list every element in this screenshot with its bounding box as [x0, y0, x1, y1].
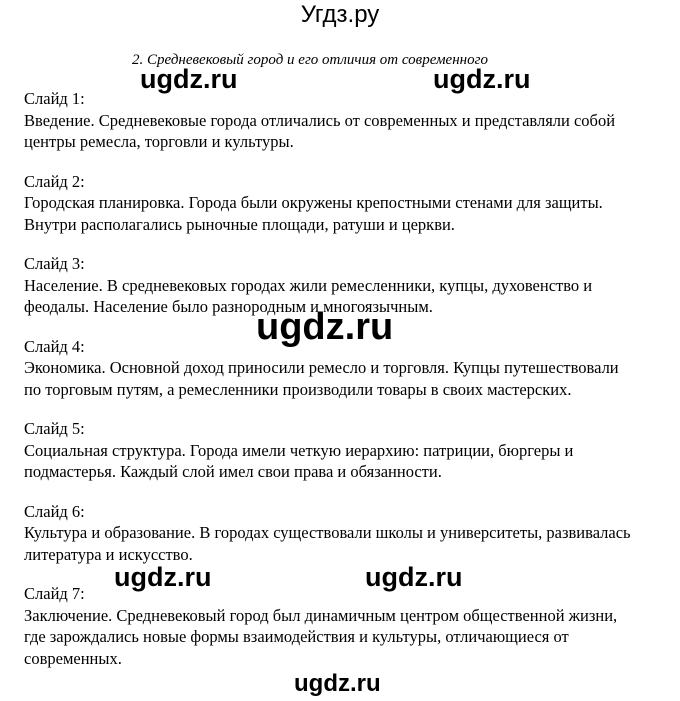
- slide-2: [24, 171, 664, 236]
- slide-label: Слайд 1:: [24, 89, 85, 108]
- watermark-top-left: ugdz.ru: [140, 64, 238, 94]
- slide-text: Население. В средневековых городах жили ремесленники, купцы, духовенство и феодалы. Население было разнородным и многоязычным.: [24, 275, 593, 316]
- slide-text: Городская планировка. Города были окружены крепостными стенами для защиты. Внутри располагались рыночные площади, ратуши и церкви.: [24, 193, 603, 234]
- slide-text: Социальная структура. Города имели четкую иерархию: патриции, бюргеры и подмастерья. Каждый слой имел свои права и обязанности.: [24, 440, 574, 481]
- slide-text: Заключение. Средневековый город был динамичным центром общественной жизни, где зарождались новые формы взаимодействия и культуры, отличающиеся от современных.: [24, 605, 618, 668]
- slide-label: Слайд 4:: [24, 336, 85, 356]
- slide-label: Слайд 3:: [24, 254, 85, 273]
- watermark-bottom-left: ugdz.ru: [114, 562, 212, 592]
- watermark-top-right: ugdz.ru: [433, 64, 531, 94]
- slide-text: Культура и образование. В городах существовали школы и университеты, развивалась литература и искусство.: [24, 523, 631, 564]
- document-heading: 2. Средневековый город и его отличия от современного: [132, 52, 488, 68]
- watermark-bottom-right: ugdz.ru: [365, 562, 463, 592]
- watermark-center: ugdz.ru: [256, 306, 394, 348]
- slides-content: [24, 88, 664, 687]
- slide-7: [24, 583, 664, 669]
- slide-text: Введение. Средневековые города отличались от современных и представляли собой центры ремесла, торговли и культуры.: [24, 110, 616, 151]
- slide-5: [24, 418, 664, 483]
- slide-text: Экономика. Основной доход приносили ремесло и торговля. Купцы путешествовали по торговым путям, а ремесленники производили товары в своих мастерских.: [24, 358, 619, 399]
- slide-6: [24, 501, 664, 566]
- slide-1: [24, 88, 664, 153]
- slide-label: Слайд 2:: [24, 171, 85, 191]
- watermark-footer: ugdz.ru: [294, 670, 381, 697]
- site-title: Угдз.ру: [300, 1, 380, 28]
- slide-label: Слайд 7:: [24, 584, 85, 603]
- slide-label: Слайд 5:: [24, 419, 85, 438]
- slide-label: Слайд 6:: [24, 501, 85, 521]
